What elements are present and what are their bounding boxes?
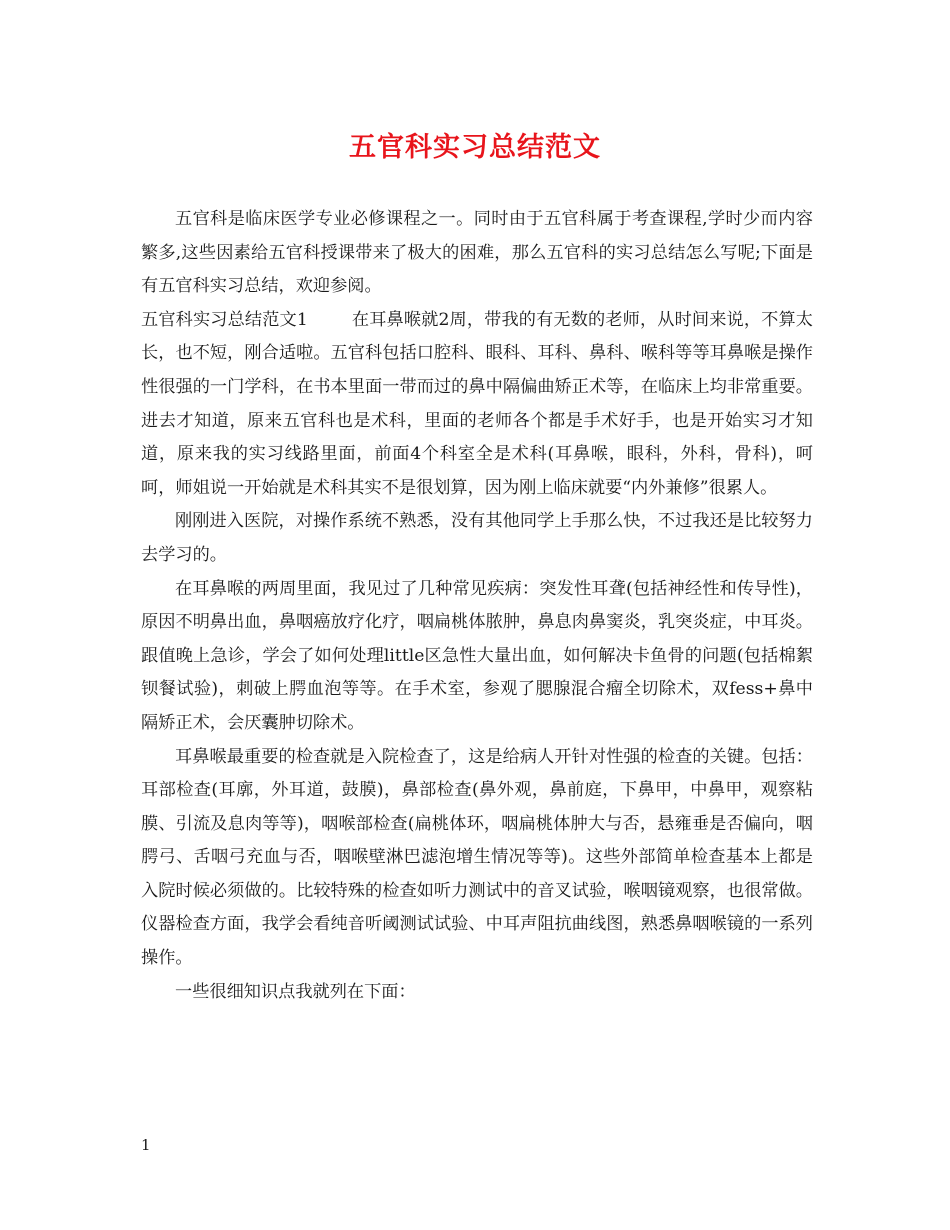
paragraph-sample-1 xyxy=(141,304,813,506)
paragraph-examinations: 耳鼻喉最重要的检查就是入院检查了，这是给病人开针对性强的检查的关键。包括：耳部检查(耳廓，外耳道，鼓膜)，鼻部检查(鼻外观，鼻前庭，下鼻甲，中鼻甲，观察粘膜、引流及息肉等等)，咽喉部检查(扁桃体环，咽扁桃体肿大与否，悬雍垂是否偏向，咽腭弓、舌咽弓充血与否，咽喉壁淋巴滤泡增生情况等等)。这些外部简单检查基本上都是入院时候必须做的。比较特殊的检查如听力测试中的音叉试验，喉咽镜观察，也很常做。仪器检查方面，我学会看纯音听阈测试试验、中耳声阻抗曲线图，熟悉鼻咽喉镜的一系列操作。 xyxy=(141,746,813,969)
paragraph-intro: 五官科是临床医学专业必修课程之一。同时由于五官科属于考查课程,学时少而内容繁多,这些因素给五官科授课带来了极大的困难，那么五官科的实习总结怎么写呢;下面是有五官科实习总结，欢迎参阅。 xyxy=(141,209,813,297)
paragraph-hospital-start: 刚刚进入医院，对操作系统不熟悉，没有其他同学上手那么快，不过我还是比较努力去学习的。 xyxy=(141,511,813,565)
page-number: 1 xyxy=(141,1136,151,1154)
paragraph-diseases: 在耳鼻喉的两周里面，我见过了几种常见疾病：突发性耳聋(包括神经性和传导性)，原因不明鼻出血，鼻咽癌放疗化疗，咽扁桃体脓肿，鼻息肉鼻窦炎，乳突炎症，中耳炎。跟值晚上急诊，学会了如何处理little区急性大量出血，如何解决卡鱼骨的问题(包括棉絮钡餐试验)，刺破上腭血泡等等。在手术室，参观了腮腺混合瘤全切除术，双fess+鼻中隔矫正术，会厌囊肿切除术。 xyxy=(141,578,813,733)
sample-heading: 五官科实习总结范文1 xyxy=(141,309,308,330)
document-title: 五官科实习总结范文 xyxy=(349,132,601,163)
paragraph-knowledge-points: 一些很细知识点我就列在下面： xyxy=(175,981,416,1002)
document-body xyxy=(141,203,813,1009)
sample-1-text: 在耳鼻喉就2周，带我的有无数的老师，从时间来说，不算太长，也不短，刚合适啦。五官科包括口腔科、眼科、耳科、鼻科、喉科等等耳鼻喉是操作性很强的一门学科，在书本里面一带而过的鼻中隔偏曲矫正术等，在临床上均非常重要。进去才知道，原来五官科也是术科，里面的老师各个都是手术好手，也是开始实习才知道，原来我的实习线路里面，前面4个科室全是术科(耳鼻喉，眼科，外科，骨科)，呵呵，师姐说一开始就是术科其实不是很划算，因为刚上临床就要“内外兼修”很累人。 xyxy=(141,309,813,498)
